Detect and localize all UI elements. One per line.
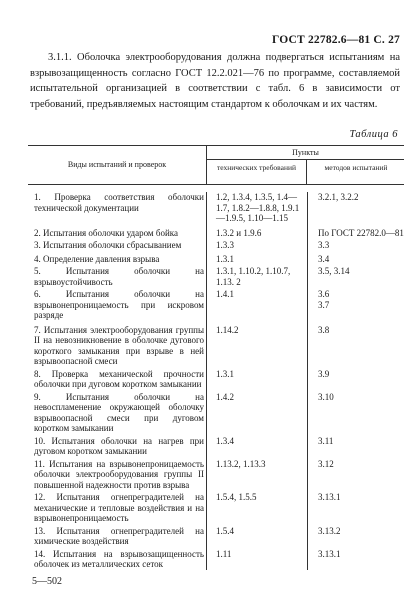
cell-test-name: 4. Определение давления взрыва <box>34 253 160 264</box>
col-header-tests: Виды испытаний и проверок <box>28 146 207 184</box>
cell-method-points: 3.2.1, 3.2.2 <box>318 192 359 202</box>
cell-test-name: 5. Испытания оболочки на взрывоустойчивость <box>34 266 204 287</box>
table-row <box>28 459 404 491</box>
table-row <box>28 549 404 570</box>
page-footer: 5—502 <box>32 576 62 587</box>
cell-method-points: 3.6 3.7 <box>318 289 330 310</box>
intro-text: 3.1.1. Оболочка электрооборудования должна подвергаться испытаниям на взрывозащищенность согласно ГОСТ 12.2.021—76 по программе, составляемой испытательной организацией в соответствии с табл. 6 в зависимости от требований, предъявляемых настоящим стандартом к оболочкам и их частям. <box>30 52 400 110</box>
table-row <box>28 254 404 265</box>
cell-requirement-points: 1.3.1, 1.10.2, 1.10.7, 1.13. 2 <box>216 266 291 287</box>
table-6 <box>28 145 404 570</box>
cell-method-points: 3.11 <box>318 435 334 446</box>
cell-test-name: 10. Испытания оболочки на нагрев при дуговом коротком замыкании <box>34 435 204 456</box>
cell-requirement-points: 1.11 <box>216 548 232 559</box>
table-row <box>28 192 404 224</box>
cell-test-name: 13. Испытания огнепреградителей на химические воздействия <box>34 525 204 546</box>
cell-method-points: 3.12 <box>318 458 334 469</box>
table-row <box>28 228 404 239</box>
cell-requirement-points: 1.14.2 <box>216 324 239 335</box>
table-row <box>28 240 404 251</box>
table-caption: Таблица 6 <box>349 129 398 140</box>
column-divider <box>307 192 308 570</box>
cell-requirement-points: 1.3.1 <box>216 368 234 379</box>
cell-method-points: 3.10 <box>318 391 334 402</box>
cell-method-points: 3.13.1 <box>318 548 341 559</box>
cell-test-name: 14. Испытания на взрывозащищенность оболочек из металлических сеток <box>34 548 204 569</box>
cell-test-name: 8. Проверка механической прочности оболочки при дуговом коротком замыкании <box>34 368 204 389</box>
cell-method-points: 3.8 <box>318 324 330 335</box>
cell-method-points: 3.3 <box>318 240 330 250</box>
table-row <box>28 289 404 321</box>
page-header: ГОСТ 22782.6—81 С. 27 <box>272 34 400 46</box>
cell-test-name: 7. Испытания электрооборудования группы II на невозникновение в оболочке дугового короткого замыкания при взрыве в ней взрывоопасной смеси <box>34 324 204 366</box>
cell-method-points: По ГОСТ 22782.0—81 <box>318 227 404 238</box>
cell-method-points: 3.9 <box>318 368 330 379</box>
cell-test-name: 1. Проверка соответствия оболочки технической документации <box>34 192 204 213</box>
cell-requirement-points: 1.4.2 <box>216 391 234 402</box>
cell-test-name: 3. Испытания оболочки сбрасыванием <box>34 240 182 250</box>
cell-test-name: 12. Испытания огнепреградителей на механические и тепловые воздействия и на взрывонепроницаемость <box>34 492 204 523</box>
cell-requirement-points: 1.3.2 и 1.9.6 <box>216 227 262 238</box>
intro-paragraph <box>30 50 400 112</box>
cell-requirement-points: 1.5.4 <box>216 525 234 536</box>
cell-requirement-points: 1.5.4, 1.5.5 <box>216 492 257 502</box>
table-body <box>28 192 404 570</box>
cell-test-name: 2. Испытания оболочки ударом бойка <box>34 227 179 238</box>
cell-test-name: 6. Испытания оболочки на взрывонепроницаемость при искровом разряде <box>34 289 204 320</box>
cell-method-points: 3.13.1 <box>318 492 341 502</box>
table-row <box>28 392 404 434</box>
cell-method-points: 3.5, 3.14 <box>318 266 350 276</box>
table-row <box>28 266 404 287</box>
cell-test-name: 11. Испытания на взрывонепроницаемость оболочки электрооборудования группы II повышенной надежности против взрыва <box>34 458 204 490</box>
cell-requirement-points: 1.13.2, 1.13.3 <box>216 458 266 469</box>
table-header <box>28 146 404 185</box>
cell-requirement-points: 1.3.1 <box>216 253 234 264</box>
cell-requirement-points: 1.3.4 <box>216 435 234 446</box>
table-row <box>28 369 404 390</box>
col-header-requirements: технических требований <box>207 160 307 184</box>
col-group-header-points: Пункты <box>207 146 404 160</box>
table-row <box>28 492 404 524</box>
table-row <box>28 436 404 457</box>
cell-method-points: 3.13.2 <box>318 525 341 536</box>
cell-requirement-points: 1.4.1 <box>216 289 234 299</box>
table-row <box>28 325 404 367</box>
col-header-methods: методов испытаний <box>324 163 388 172</box>
column-divider <box>206 192 207 570</box>
table-row <box>28 526 404 547</box>
cell-test-name: 9. Испытания оболочки на невоспламенение окружающей оболочку взрывоопасной смеси при дуговом коротком замыкании <box>34 391 204 433</box>
cell-method-points: 3.4 <box>318 253 330 264</box>
cell-requirement-points: 1.3.3 <box>216 240 234 250</box>
cell-requirement-points: 1.2, 1.3.4, 1.3.5, 1.4—1.7, 1.8.2—1.8.8, 1.9.1—1.9.5, 1.10—1.15 <box>216 192 300 223</box>
